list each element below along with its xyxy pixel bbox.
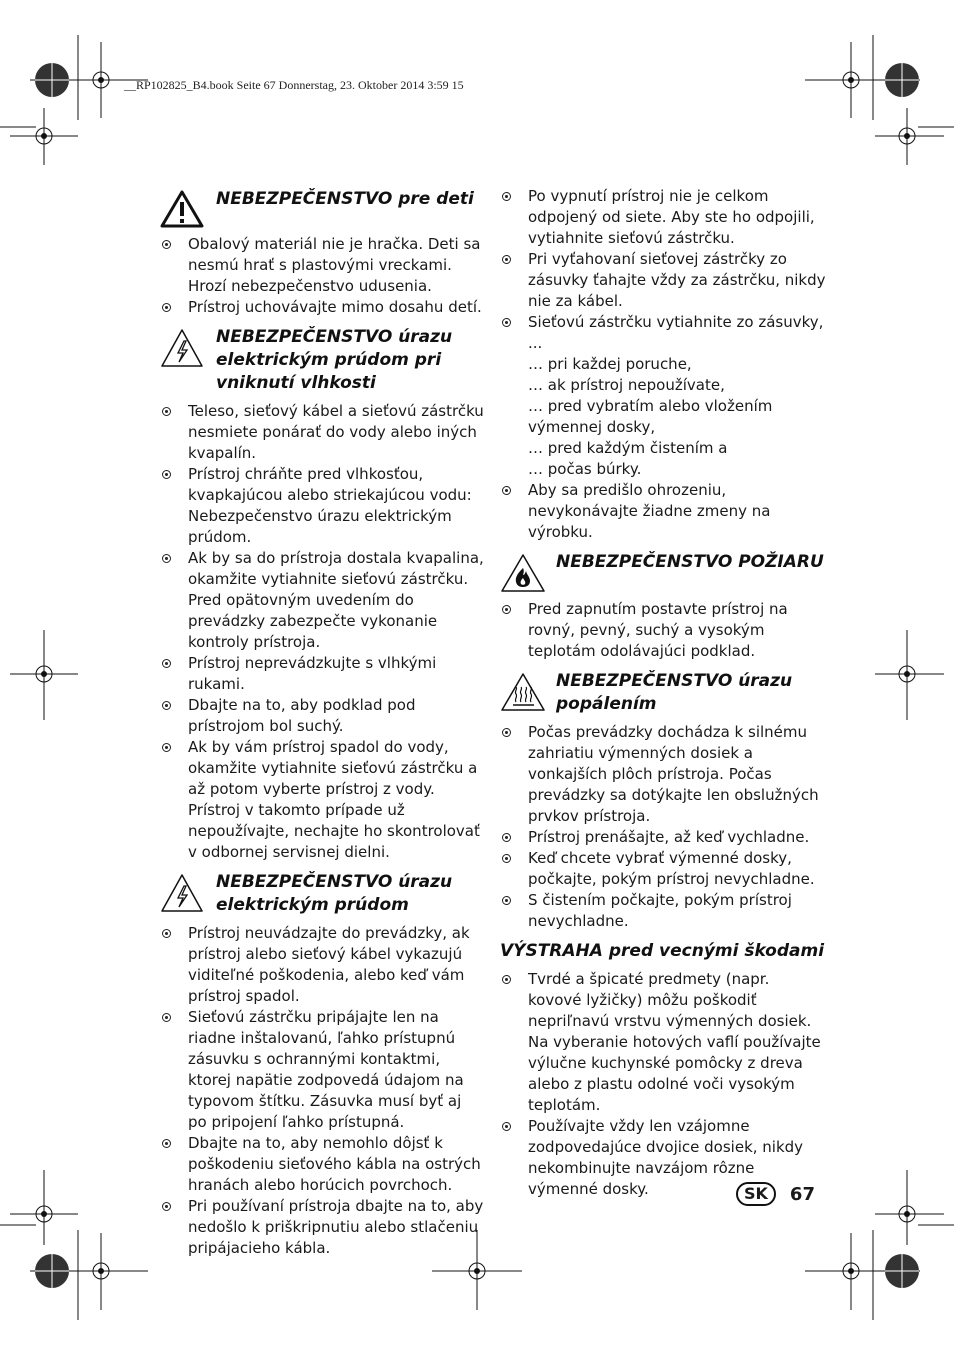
burn-list — [500, 722, 826, 932]
section-title: NEBEZPEČENSTVO úrazu elektrickým prúdom — [216, 872, 453, 915]
list-item: Tvrdé a špicaté predmety (napr. kovové lyžičky) môžu poškodiť nepriľnavú vrstvu výmenných dosiek. Na vyberanie hotových vaflí používajte výlučne kuchynské pomôcky z dreva alebo z plastu odolné voči vysokým teplotám. — [500, 969, 826, 1116]
property-list — [500, 969, 826, 1200]
warning-children — [160, 188, 484, 228]
children-list — [160, 234, 484, 318]
language-badge: SK — [736, 1182, 776, 1206]
list-item: Po vypnutí prístroj nie je celkom odpojený od siete. Aby ste ho odpojili, vytiahnite sieťovú zástrčku. — [500, 186, 826, 249]
warning-electric — [160, 871, 484, 917]
list-item: Aby sa predišlo ohrozeniu, nevykonávajte žiadne zmeny na výrobku. — [500, 480, 826, 543]
list-item: Ak by sa do prístroja dostala kvapalina, okamžite vytiahnite sieťovú zástrčku. Pred opätovným uvedením do prevádzky zabezpečte vykonanie kontroly prístroja. — [160, 548, 484, 653]
moisture-list — [160, 401, 484, 863]
page-footer — [736, 1182, 815, 1206]
list-item: Prístroj neuvádzajte do prevádzky, ak prístroj alebo sieťový kábel vykazujú viditeľné poškodenia, alebo keď vám prístroj spadol. — [160, 923, 484, 1007]
list-item: Pred zapnutím postavte prístroj na rovný, pevný, suchý a vysokým teplotám odolávajúci podklad. — [500, 599, 826, 662]
fire-warning-icon — [500, 551, 556, 593]
list-item: Pri používaní prístroja dbajte na to, aby nedošlo k priškripnutiu alebo stlačeniu pripájacieho kábla. — [160, 1196, 484, 1259]
list-item: Sieťovú zástrčku vytiahnite zo zásuvky, ... … pri každej poruche, … ak prístroj nepoužívate, … pred vybratím alebo vložením výmennej dosky, … pred každým čistením a … počas búrky. — [500, 312, 826, 480]
general-warning-icon — [160, 188, 216, 228]
list-item: Keď chcete vybrať výmenné dosky, počkajte, pokým prístroj nevychladne. — [500, 848, 826, 890]
section-title: NEBEZPEČENSTVO pre deti — [216, 189, 474, 209]
list-item: Prístroj chráňte pred vlhkosťou, kvapkajúcou alebo striekajúcou vodu: Nebezpečenstvo úrazu elektrickým prúdom. — [160, 464, 484, 548]
list-item: Používajte vždy len vzájomne zodpovedajúce dvojice dosiek, nikdy nekombinujte navzájom rôzne výmenné dosky. — [500, 1116, 826, 1200]
list-item: Prístroj neprevádzkujte s vlhkými rukami. — [160, 653, 484, 695]
list-item: Dbajte na to, aby nemohlo dôjsť k poškodeniu sieťového kábla na ostrých hranách alebo horúcich povrchoch. — [160, 1133, 484, 1196]
page-number: 67 — [789, 1183, 815, 1205]
section-title: NEBEZPEČENSTVO POŽIARU — [556, 552, 824, 572]
list-item: Sieťovú zástrčku pripájajte len na riadne inštalovanú, ľahko prístupnú zásuvku s ochrannými kontaktmi, ktorej napätie zodpovedá údajom na typovom štítku. Zásuvka musí byť aj po pripojení ľahko prístupná. — [160, 1007, 484, 1133]
list-item: Prístroj prenášajte, až keď vychladne. — [500, 827, 826, 848]
list-item: Počas prevádzky dochádza k silnému zahriatiu výmenných dosiek a vonkajších plôch prístroja. Počas prevádzky sa dotýkajte len obslužných prvkov prístroja. — [500, 722, 826, 827]
hot-surface-warning-icon — [500, 670, 556, 712]
list-item: Teleso, sieťový kábel a sieťovú zástrčku nesmiete ponárať do vody alebo iných kvapalín. — [160, 401, 484, 464]
power-list — [500, 186, 826, 543]
fire-list — [500, 599, 826, 662]
list-item: S čistením počkajte, pokým prístroj nevychladne. — [500, 890, 826, 932]
section-title: NEBEZPEČENSTVO úrazu popálením — [556, 671, 793, 714]
list-item: Dbajte na to, aby podklad pod prístrojom bol suchý. — [160, 695, 484, 737]
warning-burn — [500, 670, 826, 716]
right-column — [500, 186, 826, 1208]
list-item: Ak by vám prístroj spadol do vody, okamžite vytiahnite sieťovú zástrčku a až potom vyberte prístroj z vody. Prístroj v takomto prípade už nepoužívajte, nechajte ho skontrolovať v odbornej servisnej dielni. — [160, 737, 484, 863]
left-column — [160, 186, 484, 1267]
warning-fire — [500, 551, 826, 593]
warning-moisture — [160, 326, 484, 395]
property-damage-title: VÝSTRAHA pred vecnými škodami — [500, 941, 825, 961]
list-item: Pri vyťahovaní sieťovej zástrčky zo zásuvky ťahajte vždy za zástrčku, nikdy nie za kábel. — [500, 249, 826, 312]
section-title: NEBEZPEČENSTVO úrazu elektrickým prúdom pri vniknutí vlhkosti — [216, 327, 453, 393]
electric-list — [160, 923, 484, 1259]
list-item: Obalový materiál nie je hračka. Deti sa nesmú hrať s plastovými vreckami. Hrozí nebezpečenstvo udusenia. — [160, 234, 484, 297]
electric-warning-icon — [160, 326, 216, 368]
list-item: Prístroj uchovávajte mimo dosahu detí. — [160, 297, 484, 318]
electric-warning-icon — [160, 871, 216, 913]
print-header: __RP102825_B4.book Seite 67 Donnerstag, 23. Oktober 2014 3:59 15 — [124, 78, 464, 92]
